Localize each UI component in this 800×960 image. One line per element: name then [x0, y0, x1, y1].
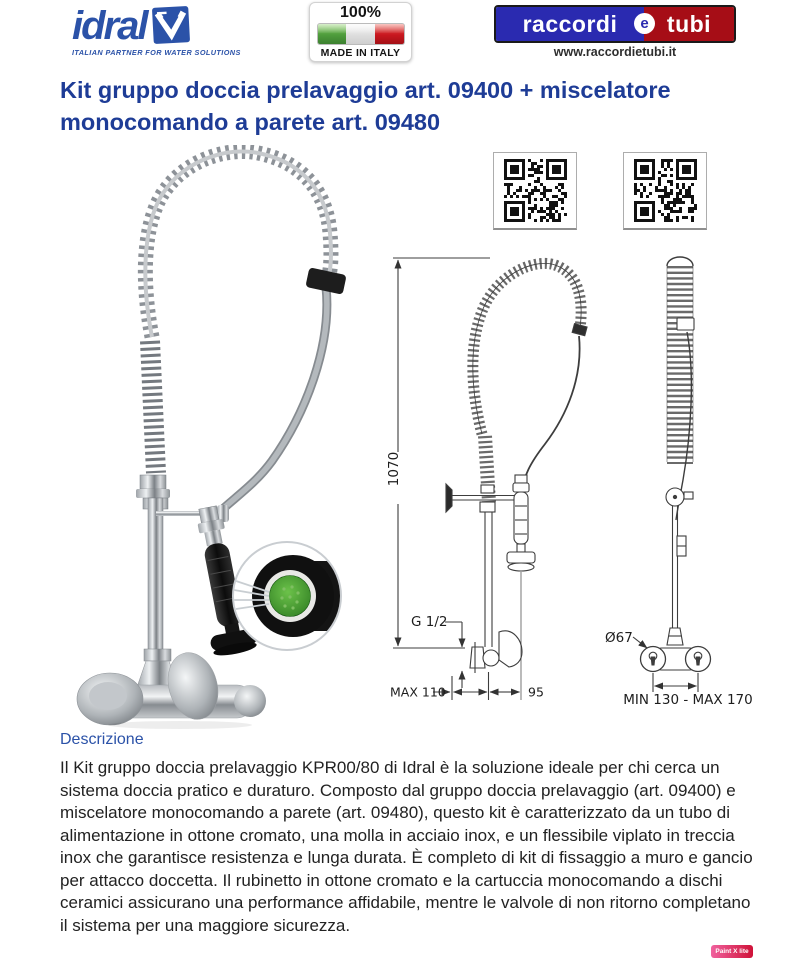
- dim-max-depth: MAX 110: [390, 684, 446, 700]
- idral-shield-icon: [150, 4, 192, 46]
- raccordietubi-right: tubi: [644, 7, 734, 41]
- description-heading: Descrizione: [60, 731, 144, 748]
- watermark-badge: [711, 945, 753, 958]
- raccordietubi-url: www.raccordietubi.it: [553, 45, 677, 59]
- raccordietubi-logo: [494, 5, 736, 59]
- raccordietubi-left: raccordi: [496, 7, 644, 41]
- idral-tagline: ITALIAN PARTNER FOR WATER SOLUTIONS: [72, 48, 241, 57]
- dim-thread: G 1/2: [411, 614, 448, 630]
- qr-code-1: [493, 152, 577, 230]
- idral-logo: [72, 4, 262, 57]
- description-body: Il Kit gruppo doccia prelavaggio KPR00/80 di Idral è la soluzione ideale per chi cerca un sistema doccia pratico e duraturo. Composto dal gruppo doccia prelavaggio (art. 09400) e miscelatore monocomando a parete (art. 09480), questo kit è caratterizzato da un tubo di alimentazione in ottone cromato, una molla in acciaio inox, e un flessibile viplato in treccia inox che garantisce resistenza e lunga durata. È completo di kit di fissaggio a muro e gancio per attacco doccetta. Il rubinetto in ottone cromato e la cartuccia monocomando a dischi ceramici assicurano una performance affidabile, mentre le valvole di non ritorno completano il sistema per una maggiore sicurezza.: [60, 758, 753, 935]
- qr-code-2: [623, 152, 707, 230]
- made-in-italy-badge: [309, 2, 412, 62]
- dim-diameter: Ø67: [605, 630, 633, 646]
- watermark-label: Paint X lite: [715, 948, 749, 955]
- qr-code-icon: [634, 159, 697, 222]
- wall-mixer: [77, 647, 266, 729]
- dim-overall-height: 1070: [386, 451, 402, 487]
- qr-code-icon: [504, 159, 567, 222]
- idral-wordmark: idral: [72, 4, 147, 48]
- tech-drawing-side: [603, 252, 773, 707]
- nozzle-detail-inset: [233, 542, 369, 650]
- badge-label: MADE IN ITALY: [320, 47, 401, 59]
- page-title: Kit gruppo doccia prelavaggio art. 09400 + miscelatore monocomando a parete art. 09480: [60, 77, 671, 135]
- hose-clip: [305, 267, 346, 294]
- flexible-hose: [208, 287, 327, 525]
- dim-spacing: MIN 130 - MAX 170: [623, 692, 753, 707]
- tech-drawing-front: [385, 252, 600, 707]
- product-photo: [60, 145, 390, 730]
- raccordietubi-e-mark: e: [634, 13, 655, 34]
- italian-flag-icon: [317, 23, 405, 45]
- dim-offset: 95: [528, 684, 544, 700]
- badge-percent: 100%: [340, 4, 381, 21]
